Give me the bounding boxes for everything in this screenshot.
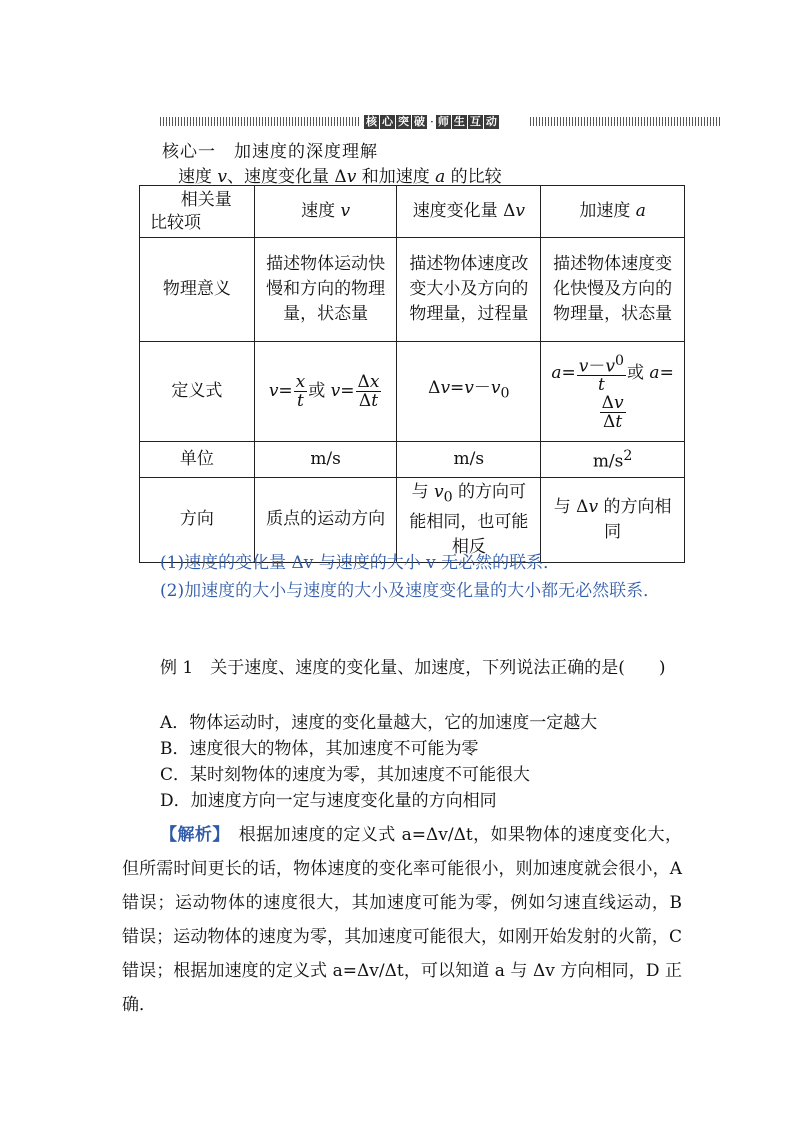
note-1: (1)速度的变化量 Δv 与速度的大小 v 无必然的联系． [160,553,561,573]
comparison-table [139,185,685,563]
formula-velocity: v= $\frac{x}{t}$ 或 v= $\frac{\Delta x}{\Delta t}$ [254,342,397,442]
option-c: C．某时刻物体的速度为零，其加速度不可能很大 [160,765,531,785]
row-label: 单位 [140,442,255,478]
direction-acceleration: 与 Δv 的方向相同 [541,477,685,562]
table-row [140,238,685,342]
row-label: 定义式 [140,342,255,442]
formula-acceleration: a= $\frac{v-v^0}{t}$ 或 a= $\frac{\Delta v}{\Delta t}$ [541,342,685,442]
row-label: 方向 [140,477,255,562]
table-cell: m/s [397,442,541,478]
banner-stripe-left [160,117,360,126]
analysis-paragraph: 【解析】 根据加速度的定义式 a=Δv/Δt，如果物体的速度变化大，但所需时间更长的话，物体速度的变化率可能很小，则加速度就会很小，A 错误；运动物体的速度很大，其加速度可能为零，例如匀速直线运动，B 错误；运动物体的速度为零，其加速度可能很大，如刚开始发射的火箭，C 错误；根据加速度的定义式 a=Δv/Δt，可以知道 a 与 Δv 方向相同，D 正确． [122,825,683,1015]
section-heading: 核心一 加速度的深度理解 [162,142,378,162]
note-2: (2)加速度的大小与速度的大小及速度变化量的大小都无必然联系． [160,581,661,601]
example-stem: 例 1 关于速度、速度的变化量、加速度，下列说法正确的是( ) [160,658,666,678]
table-cell: 质点的运动方向 [254,477,397,562]
header-velocity: 速度 v [254,186,397,238]
banner-stripe-right [530,117,720,126]
table-row [140,342,685,442]
option-a: A．物体运动时，速度的变化量越大，它的加速度一定越大 [160,713,598,733]
option-b: B．速度很大的物体，其加速度不可能为零 [160,739,479,759]
table-row [140,442,685,478]
table-caption: 速度 v、速度变化量 Δv 和加速度 a 的比较 [178,167,502,187]
row-label: 物理意义 [140,238,255,342]
table-cell: m/s [254,442,397,478]
table-cell: 描述物体运动快慢和方向的物理量，状态量 [254,238,397,342]
direction-delta-v: 与 $v_0$ 的方向可能相同，也可能相反 [397,477,541,562]
banner-label: 核 心 突 破 · 师 生 互 动 [366,115,497,129]
table-cell: 描述物体速度改变大小及方向的物理量，过程量 [397,238,541,342]
option-d: D．加速度方向一定与速度变化量的方向相同 [160,791,497,811]
analysis-label: 【解析】 [160,825,222,845]
table-cell: 描述物体速度变化快慢及方向的物理量，状态量 [541,238,685,342]
corner-cell: 相关量 比较项 [140,186,255,238]
unit-acceleration: $m/s^2$ [541,442,685,478]
formula-delta-v: $\Delta v=v-v_0$ [397,342,541,442]
section-banner [160,114,720,130]
header-delta-v: 速度变化量 Δv [397,186,541,238]
table-row [140,186,685,238]
header-acceleration: 加速度 a [541,186,685,238]
